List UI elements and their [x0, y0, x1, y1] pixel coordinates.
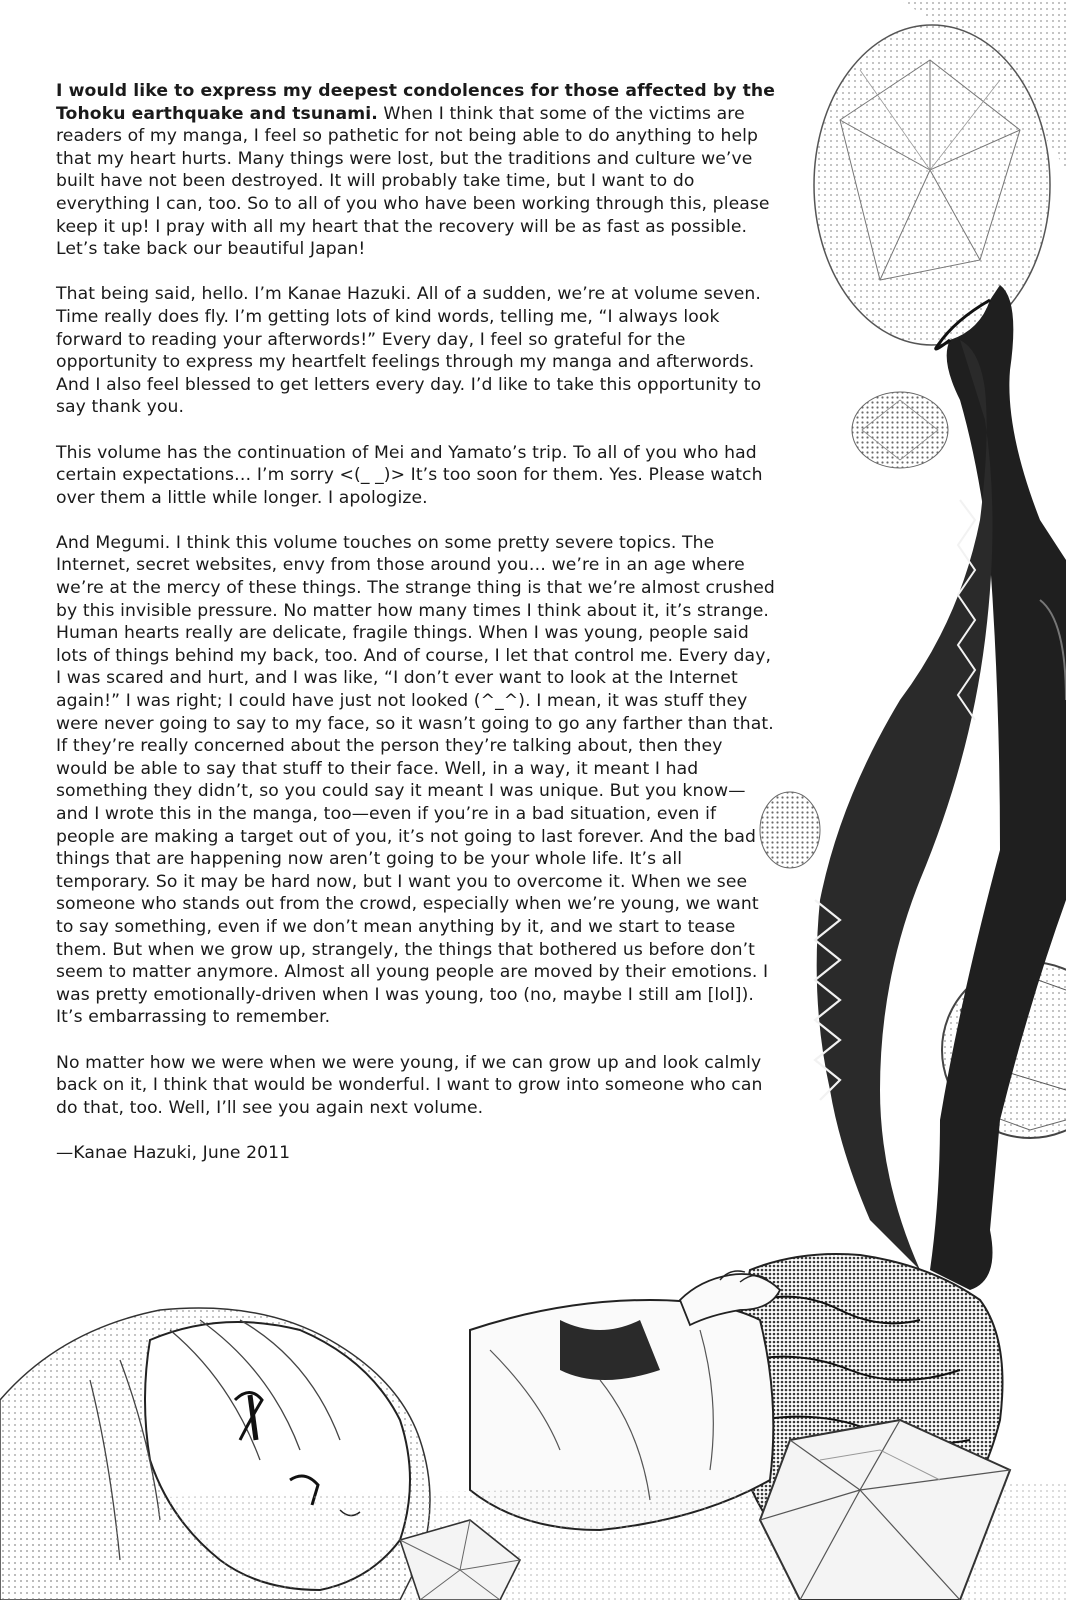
afterword-text — [56, 80, 776, 1187]
paragraph-closing: No matter how we were when we were young, if we can grow up and look calmly back on it, I think that would be wonderful. I want to grow into someone who can do that, too. Well, I’ll see you again next volume. — [56, 1052, 763, 1118]
paragraph-greeting: That being said, hello. I’m Kanae Hazuki. All of a sudden, we’re at volume seven. Time really does fly. I’m getting lots of kind words, telling me, “I always look forward to reading your afterwords!” Every day, I feel so grateful for the opportunity to express my heartfelt feelings through my manga and afterwords. And I also feel blessed to get letters every day. I’d like to take this opportunity to say thank you. — [56, 284, 762, 418]
paragraph-trip: This volume has the continuation of Mei and Yamato’s trip. To all of you who had certain expectations… I’m sorry <(_ _)> It’s too soon for them. Yes. Please watch over them a little while longer. I apologize. — [56, 442, 763, 508]
paragraph-megumi: And Megumi. I think this volume touches on some pretty severe topics. The Internet, secret websites, envy from those around you… we’re in an age where we’re at the mercy of these things. The strange thing is that we’re almost crushed by this invisible pressure. No matter how many times I think about it, it’s strange. Human hearts really are delicate, fragile things. When I was young, people said lots of things behind my back, too. And of course, I let that control me. Every day, I was scared and hurt, and I was like, “I don’t ever want to look at the Internet again!” I was right; I could have just not looked (^_^). I mean, it was stuff they were never going to say to my face, so it wasn’t going to go any farther than that. If they’re really concerned about the person they’re talking about, then they would be able to say that stuff to their face. Well, in a way, it meant I had something they didn’t, so you could say it meant I was unique. But you know—and I wrote this in the manga, too—even if you’re in a bad situation, even if people are making a target out of you, it’s not going to last forever. And the bad things that are happening now aren’t going to be your whole life. It’s all temporary. So it may be hard now, but I want you to overcome it. When we see someone who stands out from the crowd, especially when we’re young, we want to say something, even if we don’t mean anything by it, and we start to tease them. But when we grow up, strangely, the things that bothered us before don’t seem to matter anymore. Almost all young people are moved by their emotions. I was pretty emotionally-driven when I was young, too (no, maybe I still am [lol]). It’s embarrassing to remember. — [56, 532, 775, 1028]
gem-large-top — [814, 25, 1050, 345]
signature: —Kanae Hazuki, June 2011 — [56, 1142, 291, 1163]
paragraph-body: When I think that some of the victims are readers of my manga, I feel so pathetic for not being able to do anything to help that my heart hurts. Many things were lost, but the traditions and culture we’ve built have not been destroyed. It will probably take time, but I want to do everything I can, too. So to all of you who have been working through this, please keep it up! I pray with all my heart that the recovery will be as fast as possible. Let’s take back our beautiful Japan! — [56, 103, 770, 260]
paragraph-lead: I would like to express my deepest condolences for those affected by the Tohoku earthquake and tsunami. — [56, 81, 776, 124]
paragraph-condolences — [56, 80, 776, 261]
gem-small-mid — [852, 392, 948, 468]
